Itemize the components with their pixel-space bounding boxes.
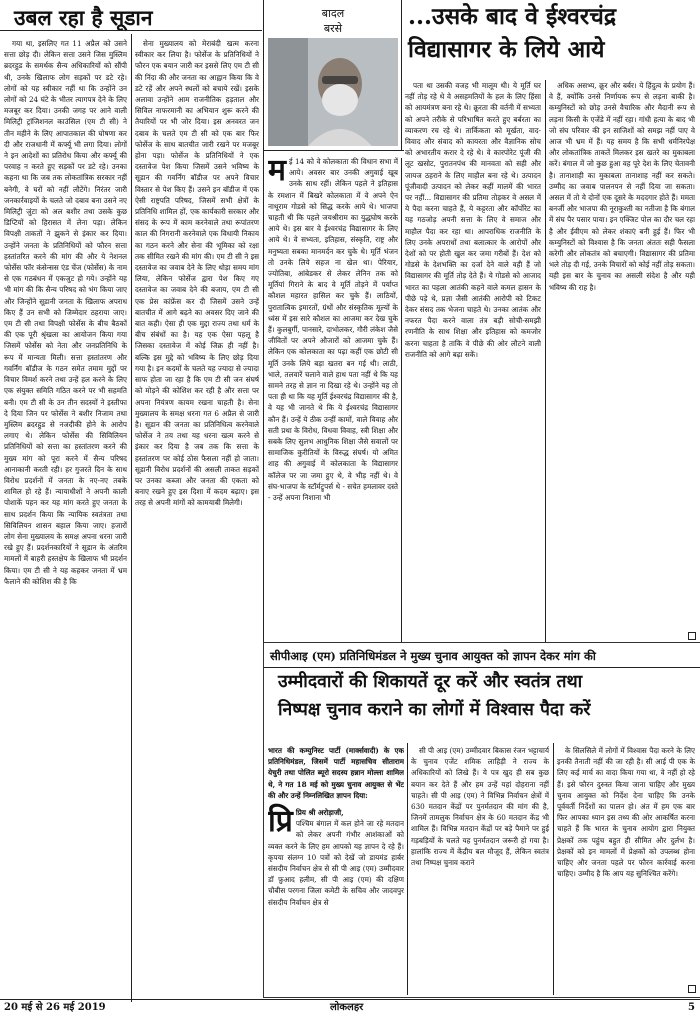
column-divider: [263, 0, 264, 642]
column-divider: [407, 743, 408, 995]
news-photo: [268, 38, 398, 146]
cpi-headline-line-1: उम्मीदवारों की शिकायतें दूर करें और स्वतंत्र तथा: [278, 672, 583, 692]
portrait-photo: [268, 38, 398, 146]
cpi-intro: भारत की कम्युनिस्ट पार्टी (मार्क्सवादी) के एक प्रतिनिधिमंडल, जिसमें पार्टी महासचिव सीताराम येचुरी तथा पोलित ब्यूरो सदस्य हन्नान मोल्ला शामिल थे, ने गत 18 मई को मुख्य चुनाव आयुक्त से भेंट की और उन्हें निम्नलिखित ज्ञापन दिया:: [268, 746, 404, 800]
right-headline-line-1: ...उसके बाद वे ईश्वरचंद्र: [408, 3, 617, 30]
drop-cap: प्रि: [268, 804, 293, 840]
page-number: 5: [688, 1002, 695, 1013]
cpi-title-rule: [264, 667, 700, 668]
left-article-col-2: सेना मुख्यालय को मेराबंदी खत्म करना स्वीकार कर लिया है। फोर्सेज के प्रतिनिधियों ने फौरन एक बयान जारी कर इससे लिए एम टी सी की निंदा की और जनता का आह्वान किया कि वे डटे रहें और अपने स्थलों को बचाये रखें। इसके अलावा उन्होंने आम राजनीतिक हड़ताल और सिविल नाफरमानी का अभियान शुरू करने की तैयारियों पर भी जोर दिया। इस अनवरत जन दबाव के चलते एम टी सी को एक बार फिर फोर्सेज के साथ बातचीत जारी रखने पर मजबूर होना पड़ा। फोर्सेज के प्रतिनिधियों ने एक दस्तावेज पेश किया जिसमें उसने भविष्य के सूडान की गवर्निंग बॉडीज पर अपने विचार विस्तार से पेश किए हैं। उसने इन बॉडीज में एक ऐसी राष्ट्रपति परिषद, जिसमें सभी क्षेत्रों के प्रतिनिधि शामिल हों, एक कार्यकारी सरकार और संसद के रूप में काम करनेवाले तथा रूपांतरण काल की निगरानी करनेवाले एक विधायी निकाय का गठन करने और सेना की भूमिका को रक्षा तक सीमित रखने की मांग की। एम टी सी ने इस दस्तावेज का जवाब देने के लिए थोड़ा समय मांग लिया, लेकिन फोर्सेज द्वारा पेश किए गए दस्तावेज का जवाब देने की बजाय, एम टी सी एक प्रेस कांफ्रेंस कर दी जिसमें उसने उन्हें बातचीत में आगे बढ़ने का अवसर दिए जाने की बात कही। ऐसा ही एक मुद्दा राज्य तथा धर्म के बीच संबंधों का है। यह एक ऐसा पहलू है जिसका दस्तावेज में कोई जिक्र ही नहीं है। बल्कि इस मुद्दे को भविष्य के लिए छोड़ दिया गया है। इन कदमों के चलते यह ज्यादा से ज्यादा साफ होता जा रहा है कि एम टी सी जन संघर्ष को मोड़ने की कोशिश कर रही है और सत्ता पर अपना नियंत्रण कायम रखना चाहती है। सेना मुख्यालय के समक्ष धरना गत 6 अप्रैल से जारी है। सूडान की जनता का प्रतिनिधित्व करनेवाले फोर्सेज ने तय तथा यह धरना खत्म करने से इंकार कर दिया है जब तक कि सत्ता के हस्तांतरण पर कोई ठोस फैसला नहीं हो जाता। सूडानी विरोध प्रदर्शनों की असली ताकत सड़कों पर उनका कब्जा और जनता की एकता को बनाए रखने हुए इस दिशा में कदम बढ़ाए। इस तरह से अपनी मांगों को कामयाबी मिलेगी।: [135, 39, 259, 508]
column-divider: [401, 0, 402, 150]
photo-rule: [264, 150, 404, 151]
left-headline: उबल रहा है सूडान: [14, 5, 153, 30]
column-divider: [545, 80, 546, 642]
column-divider: [401, 158, 402, 642]
caption-line-1: बादल: [321, 7, 345, 20]
footer-rule: [0, 999, 700, 1000]
right-article-col-3: अधिक असभ्य, क्रूर और बर्बर। ये हिंदुत्व के प्रयोग हैं। वे हैं, क्योंकि उनसे निर्णायक रूप से लड़ना बाकी है। कम्युनिस्टों को छोड़ उनसे वैचारिक और मैदानी रूप से लड़ना किसी के एजेंडे में नहीं रहा। गांधी हत्या के बाद भी जो संघ परिवार की इन साजिशों को समझ नहीं पाए वे आज भी भ्रम में हैं। यह समय है कि सभी धर्मनिरपेक्ष और लोकतांत्रिक ताकतें मिलकर इस खतरे का मुकाबला करें। बंगाल में जो कुछ हुआ वह पूरे देश के लिए चेतावनी है। तानाशाही का मुकाबला तानाशाह नहीं कर सकते। उम्मीद का जवाब पालनपन से नहीं दिया जा सकता। असल में तो ये दोनों एक दूसरे के मददगार होते हैं। ममता बनर्जी और भाजपा की नूराकुश्ती का नतीजा है कि बंगाल में संघ पैर पसार पाया। इन एक्जिट पोल का दौर चल रहा है और ईवीएम को लेकर शंकाएं बनी हुई हैं। फिर भी कम्युनिस्टों को विश्वास है कि जनता अंततः सही फैसला करेगी और लोकतंत्र को बचाएगी। विद्यासागर की प्रतिमा भले तोड़ दी गई, उनके विचारों को कोई नहीं तोड़ सकता। यही इस बार के चुनाव का असली संदेश है और यही भविष्य की राह है।: [549, 81, 695, 292]
footer-publication: लोकलहर: [330, 1002, 364, 1013]
right-article-col-2: पता था उसकी वजह भी मालूम थी। ये मूर्ति घर नहीं तोड़ रहे थे वे असहमतियों के हल के लिए हिंसा को आयमंत्रण बना रहे थे। क्रूरता की वर्तनी में सभ्यता को अपने तरीके से परिभाषित करते हुए बर्बरता का व्याकरण रच रहे थे। तार्किकता को मूर्खता, वाद-विवाद और संवाद को कायरता और वैज्ञानिक सोच को अभारतीय करार दे रहे थे। वे कारपोरेट पूंजी की लूट खसोट, पुरातनपंथ की मानवता को सही और जायज ठहराने के लिए माहौल बना रहे थे। उत्पादन पूंजीवादी उत्पादन को लेकर कहीं मालमें की भारत पर नहीं... विद्यासागर की प्रतिमा तोड़कर वे असल में ये पैदा करना चाहते हैं, ये कट्टरता और कॉर्पोरेट का यह गठजोड़ अपनी सत्ता के लिए वे समाज और माहौल पैदा कर रहा था। आपराधिक राजनीति के लिए उनके अपराधों तथा बलात्कार के आरोपों और देशों को पर होती खुल कर जमा गरीबों हैं। देश को गोडसे के देशभक्ति का दर्जा देने वाले वही हैं जो विद्यासागर की मूर्ति तोड़ देते हैं। ये गोडसे को आजाद भारत का पहला आतंकी कहने वाले कमल हासन के पीछे पड़े थे, प्रज्ञा जैसी आतंकी आरोपी को टिकट देकर संसद तक भेजना चाहते थे। उनका आतंक और नफरत पैदा करने वाला तंत्र बड़ी सोची-समझी रणनीति के साथ शिक्षा और इतिहास को कमजोर करना चाहता है ताकि वे पीछे की ओर लौटने वाली राजनीति को आगे बढ़ा सकें।: [405, 81, 541, 359]
left-headline-rule: [0, 30, 262, 31]
cpi-col-3: के सिलसिले में लोगों में विश्वास पैदा करने के लिए इनकी तैनाती नहीं की जा रही है। सी आई पी एक के लिए कई मार्च का वादा किया गया था, वे नहीं हो रहे हैं। इसे फौरन दुरुस्त किया जाना चाहिए और मुख्य चुनाव आयुक्त को निर्देश देना चाहिए कि उनके पूर्ववर्ती निर्देशों का पालन हो। अंत में हम एक बार फिर आपका ध्यान इस तथ्य की ओर आकर्षित करना चाहते हैं कि भारत के चुनाव आयोग द्वारा नियुक्त प्रेक्षकों तक पहुंच बहुत ही सीमित और दुर्लभ है। प्रेक्षकों को इन मामलों में प्रेक्षकों को उपलब्ध होना चाहिए और जनता पहले पर फौरन कार्रवाई करना चाहिए। उम्मीद है कि आप यह सुनिश्चित करेंगे।: [557, 746, 695, 879]
left-article-col-1: गया था, इसलिए गत 11 अप्रैल को उसने सत्ता छोड़ दी। लेकिन सत्ता उसने जिस मुस्लिम ब्रदरहुड के समर्थक सैन्य अधिकारियों को सौंपी थी, उनके खिलाफ लोग सड़कों पर डटे रहे। लोगों को यह स्वीकार नहीं था कि उन्होंने उन लोगों को 24 घंटे के भीतर त्यागपत्र देने के लिए मजबूर कर दिया। उनकी जगह पर आने वाली मिलिट्री ट्रांजिशनल काउंसिल (एम टी सी) ने तीन महीने के लिए आपातकाल की घोषणा कर दी और राजधानी में कर्फ्यू भी लगा दिया। लोगों ने इन आदेशों का प्रतिरोध किया और कर्फ्यू की परवाह न करते हुए सड़कों पर डटे रहे। उनका कहना था कि जब तक लोकतांत्रिक सरकार नहीं बनेगी, वे घरों को नहीं लौटेंगे। निरंतर जारी जनकार्रवाइयों के चलते जो दबाव बना उसने नए मिलिट्री जुंटा को अल बशीर तथा उसके कुछ डिप्टियों को हिरासत में लेना पड़ा। लेकिन विपक्षी ताकतों ने झुकने से इंकार कर दिया। उन्होंने जनता के प्रतिनिधियों को फौरन सत्ता हस्तांतरित करने की मांग की और ये नेशनल फोर्सेस फॉर कंसेन्सस एंड चेंज (फोर्सेस) के नाम से एक गठबंधन में एकजुट हो गये। उन्होंने यह भी मांग की कि सैन्य परिषद को भंग किया जाए और जिन्होंने सूडानी जनता के खिलाफ अपराध किए हैं उन सभी को जिम्मेदार ठहराया जाए। एम टी सी तथा विपक्षी फोर्सेस के बीच बैठकों की एक पूरी श्रृंखला का आयोजन किया गया जिसमें फोर्सेस को नेता और जनप्रतिनिधि के रूप में मान्यता मिली। सत्ता हस्तांतरण और गवर्निंग बॉडीज के गठन समेत तमाम मुद्दों पर विचार विमर्श करने तथा उन्हें हल करने के लिए एक संयुक्त समिति गठित करने पर भी सहमति बनी। एम टी सी के उन तीन सदस्यों ने इस्तीफा दे दिया जिन पर फोर्सेस ने बशीर निजाम तथा मुस्लिम ब्रदरहुड से नजदीकी होने के आरोप लगाए थे। लेकिन फोर्सेस की सिविलियन प्रतिनिधियों को सत्ता का हस्तांतरण करने की मुख्य मांग को पूरा करने में सैन्य परिषद आनाकानी करती रही। हर गुजरते दिन के साथ विरोध प्रदर्शनों में जनता के नए-नए तबके शामिल हो रहे हैं। न्यायाधीशों ने अपनी काली पोशाकें पहन कर यह मांग करते हुए जनता के साथ प्रदर्शन किया कि न्यायिक स्वतंत्रता तथा सिविलियन शासन बहाल किया जाए। हजारों लोग सेना मुख्यालय के समक्ष अपना धरना जारी रखे हुए हैं। प्रदर्शनकारियों ने सूडान के अंतरिम मामलों में बाहरी हस्तक्षेप के खिलाफ भी प्रदर्शन किया। एम टी सी ने यह कहकर जनता में भ्रम फैलाने की कोशिश की है कि: [4, 39, 127, 586]
drop-cap: म: [268, 156, 286, 188]
cpi-col-1: भारत की कम्युनिस्ट पार्टी (मार्क्सवादी) के एक प्रतिनिधिमंडल, जिसमें पार्टी महासचिव सीताराम येचुरी तथा पोलित ब्यूरो सदस्य हन्नान मोल्ला शामिल थे, ने गत 18 मई को मुख्य चुनाव आयुक्त से भेंट की और उन्हें निम्नलिखित ज्ञापन दिया: प्रि प्रिय श्री अरोड़ाजी, पश्चिम बंगाल में कल होने जा रहे मतदान को लेकर अपनी गंभीर आशंकाओं को व्यक्त करने के लिए हम आपको यह ज्ञापन दे रहे हैं। कृपया संलग्न 10 पत्रों को देखें जो डायमंड हार्बर संसदीय निर्वाचन क्षेत्र से सी पी आइ (एम) उम्मीदवार डॉ फ़ुआद हलीम, सी पी आइ (एम) की दक्षिण चौबीस परगना जिला कमेटी के सचिव और जादवपुर संसदीय निर्वाचन क्षेत्र से: [268, 746, 404, 907]
photo-caption: [268, 6, 398, 36]
end-mark-square: [688, 985, 696, 993]
column-divider: [131, 34, 132, 1002]
right-article-col-1: मई 14 को वे कोलकाता की विधान सभा में आये। अवसर बार उनकी अगुवाई खूब उनके साथ रहीं। लेकिन पहले ने इतिहास के रमशान में बिखरे कोलकाता में वे अपने ऐन नाथूराम गोडसे को सिद्ध करके आये थे। भाजपा चाहती थी कि पहले जयश्रीराम का युद्धघोष करके आये थे। इस बार वे ईश्वरचंद्र विद्यासागर के लिए आये थे। वे सभ्यता, इतिहास, संस्कृति, राष्ट्र और मनुष्यता सबका मानमर्दन कर चुके थे। मूर्ति भंजन तो उनके लिये सहज ना खेल था। पेरियार, ज्योतिबा, आंबेडकर से लेकर लेनिन तक को मूर्तियां गिराने के बाद वे मूर्ति तोड़ने में पर्याप्त कौशल महारत हासिल कर चुके हैं। लाठियों, पुरातात्विक इमारतों, ग्रंथों और संस्कृतिक मूल्यों के ध्वंस में इस सारे कौशल का आजमा कर देख चुके हैं। कुलबुर्गी, पानसारे, दाभोलकर, गौरी लंकेश जैसे जीवितों पर अपने औजारों को आजमा चुके हैं। लेकिन एक कोलकाता का पढ़ा कहीं एक छोटी सी मूर्ति उनके लिये बड़ा खतरा बन गई थी। लाठी, भाले, तलवारें चलाने वाले हाथ पता नहीं थे कि यह सामने तरह से ज्ञान ना दिखा रहे थे। उन्होंने यह तो पता ही था कि यह मूर्ति ईश्वरचंद्र विद्यासागर की है, वे यह भी जानते थे कि ये ईश्वरचंद्र विद्यासागर कौन हैं। उन्हें ये ठीक उन्हीं कामों, वाले विवाह और सती प्रथा के विरोध, विधवा विवाह, स्त्री शिक्षा और सबके लिए सुलभ आधुनिक शिक्षा जैसे सवालों पर सामाजिक कुरीतियों के विरुद्ध संघर्ष। यो अमित शाह की अगुवाई में कोलकाता के विद्यासागर कॉलेज पर जा जमा हुए थे, वे भीड़ नहीं थे। वे संघ-भाजपा के स्टॉर्मट्रूपर्स थे - सचेत हमलावर दस्ते - उन्हें अपना निशाना भी: [268, 156, 398, 503]
column-divider: [553, 743, 554, 995]
end-mark-square: [688, 632, 696, 640]
cpi-salutation: प्रिय श्री अरोड़ाजी,: [295, 808, 344, 818]
caption-line-2: बरसे: [323, 22, 343, 35]
cpi-col-2: सी पी आइ (एम) उम्मीदवार बिकास रंजन भट्टाचार्य के चुनाव एजेंट शमिक लाहिड़ी ने राज्य के अधिकारियों को लिखे हैं। ये पत्र खुद ही सब कुछ बयान कर देते हैं और हम उन्हें यहां दोहराना नहीं चाहते। सी पी आइ (एम) ने विभिन्न निर्वाचन क्षेत्रों में 630 मतदान केंद्रों पर पुनर्मतदान की मांग की है, जिनमें तामलुक निर्वाचन क्षेत्र के 60 मतदान केंद्र भी शामिल हैं। विभिन्न मतदान केंद्रों पर बड़े पैमाने पर हुई गड़बड़ियों के चलते यह पुनर्मतदान जरूरी हो गया है। हालांकि राज्य में केंद्रीय बल मौजूद हैं, लेकिन स्वतंत्र तथा निष्पक्ष चुनाव कराने: [411, 746, 549, 868]
cpi-headline-line-2: निष्पक्ष चुनाव कराने का लोगों में विश्वास पैदा करें: [278, 700, 591, 720]
cpi-box-title: सीपीआइ (एम) प्रतिनिधिमंडल ने मुख्य चुनाव आयुक्त को ज्ञापन देकर मांग की: [270, 649, 596, 663]
cpi-memo-box: [263, 642, 700, 998]
right-headline-line-2: विद्यासागर के लिये आये: [408, 36, 605, 63]
footer-date: 20 मई से 26 मई 2019: [4, 1002, 106, 1013]
